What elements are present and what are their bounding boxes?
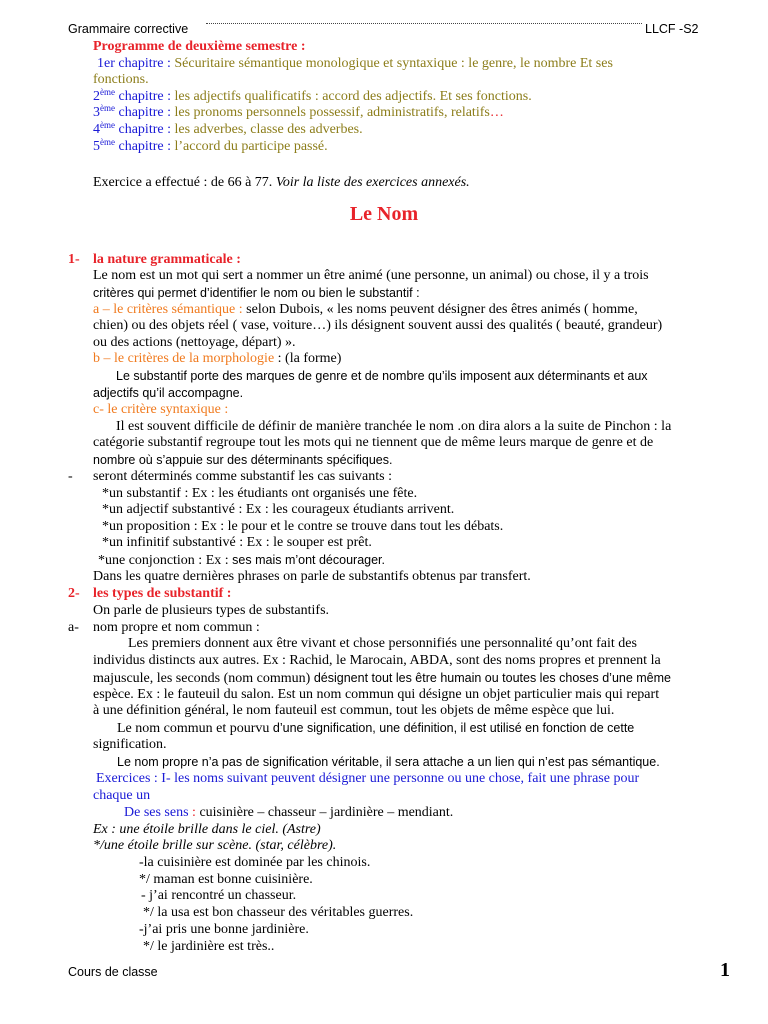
section-2-number: 2- — [68, 586, 80, 601]
paragraph-line: majuscule, les seconds (nom commun) désignent tout les être humain ou toutes les choses d’une même — [93, 671, 672, 686]
page-title: Le Nom — [349, 203, 419, 225]
paragraph-line: ou des actions (nettoyage, départ) ». — [93, 335, 296, 350]
chapter-4-label: chapitre — [115, 122, 164, 137]
chapter-4: 4ème chapitre : les adverbes, classe des adverbes. — [93, 120, 363, 137]
programme-title: Programme de deuxième semestre : — [93, 39, 306, 54]
criterion-b: b – le critères de la morphologie : (la forme) — [93, 351, 342, 366]
exercise-words: De ses sens : cuisinière – chasseur – jardinière – mendiant. — [124, 805, 454, 820]
subsection-a-heading: nom propre et nom commun : — [93, 620, 260, 635]
example-line: *un proposition : Ex : le pour et le contre se trouve dans tout les débats. — [102, 519, 504, 534]
paragraph-line: nombre où s’appuie sur des déterminants spécifiques. — [93, 453, 393, 467]
answer-line: -j’ai pris une bonne jardinière. — [139, 922, 309, 937]
paragraph-line: adjectifs qu’il accompagne. — [93, 386, 244, 400]
paragraph-line: à une définition général, le nom fauteuil est commun, tout les objets de même espèce que lui. — [93, 703, 615, 718]
exercise-note: Exercice a effectué : de 66 à 77. Voir la liste des exercices annexés. — [93, 175, 470, 190]
chapter-3-text: les pronoms personnels possessif, administratifs, relatifs — [174, 105, 490, 120]
paragraph-line: individus distincts aux autres. Ex : Rachid, le Marocain, ABDA, sont des noms propres et prennent la — [93, 653, 661, 668]
paragraph-line: Le substantif porte des marques de genre et de nombre qu’ils imposent aux déterminants et aux — [116, 369, 648, 383]
paragraph-line: On parle de plusieurs types de substantifs. — [93, 603, 330, 618]
answer-line: */ maman est bonne cuisinière. — [139, 872, 313, 887]
paragraph-line: Dans les quatre dernières phrases on parle de substantifs obtenus par transfert. — [93, 569, 531, 584]
chapter-2: 2ème chapitre : les adjectifs qualificatifs : accord des adjectifs. Et ses fonctions. — [93, 87, 532, 104]
exercise-instruction: chaque un — [93, 788, 151, 803]
section-1-heading: la nature grammaticale : — [93, 252, 241, 267]
paragraph-line: espèce. Ex : le fauteuil du salon. Est un nom commun qui désigne un objet particulier mais qui repart — [93, 687, 660, 702]
header-right: LLCF -S2 — [645, 22, 699, 36]
chapter-1-text-cont: fonctions. — [93, 72, 149, 87]
paragraph-line: chien) ou des objets réel ( vase, voiture…) ils désignent souvent aussi des qualités ( beauté, grandeur) — [93, 318, 663, 333]
paragraph-line: critères qui permet d’identifier le nom ou bien le substantif : — [93, 286, 420, 300]
example-italic: */une étoile brille sur scène. (star, célèbre). — [93, 838, 337, 853]
chapter-2-label: chapitre — [115, 89, 164, 104]
chapter-5-label: chapitre — [115, 139, 164, 154]
section-2-heading: les types de substantif : — [93, 586, 232, 601]
answer-line: */ le jardinière est très.. — [143, 939, 275, 954]
chapter-1-label: chapitre — [118, 56, 164, 71]
answer-line: -la cuisinière est dominée par les chinois. — [139, 855, 371, 870]
criterion-a: a – le critères sémantique : selon Dubois, « les noms peuvent désigner des êtres animés ( homme, — [93, 302, 638, 317]
chapter-1-text: Sécuritaire sémantique monologique et syntaxique : le genre, le nombre Et ses — [174, 56, 613, 71]
footer-left: Cours de classe — [68, 965, 158, 979]
criterion-a-label: a – le critères sémantique : — [93, 302, 247, 317]
chapter-5: 5ème chapitre : l’accord du participe passé. — [93, 137, 328, 154]
exercise-instruction: Exercices : I- les noms suivant peuvent désigner une personne ou une chose, fait une phrase pour — [96, 771, 640, 786]
bullet-dash: - — [68, 469, 73, 484]
paragraph-line: Le nom commun et pourvu d’une signification, une définition, il est utilisé en fonction de cette — [117, 721, 635, 736]
chapter-1-num: 1er — [97, 56, 115, 71]
example-line: *un adjectif substantivé : Ex : les courageux étudiants arrivent. — [102, 502, 455, 517]
chapter-2-text: les adjectifs qualificatifs : accord des adjectifs. Et ses fonctions. — [174, 89, 532, 104]
answer-line: */ la usa est bon chasseur des véritables guerres. — [143, 905, 414, 920]
paragraph-line: Les premiers donnent aux être vivant et chose personnifiés une personnalité qu’ont fait des — [128, 636, 637, 651]
chapter-4-text: les adverbes, classe des adverbes. — [174, 122, 363, 137]
paragraph-line: Le nom est un mot qui sert a nommer un être animé (une personne, un animal) ou chose, il y a trois — [93, 268, 649, 283]
page-number: 1 — [720, 959, 730, 981]
section-1-number: 1- — [68, 252, 80, 267]
paragraph-line: Il est souvent difficile de définir de manière tranchée le nom .on dira alors a la suite de Pinchon : la — [116, 419, 672, 434]
paragraph-line: Le nom propre n’a pas de signification véritable, il sera attache a un lien qui n’est pas sémantique. — [117, 755, 660, 769]
header-dotted-leader — [206, 23, 642, 24]
subsection-a-number: a- — [68, 620, 79, 635]
criterion-c-label: c- le critère syntaxique : — [93, 402, 229, 417]
paragraph-line: signification. — [93, 737, 167, 752]
answer-line: - j’ai rencontré un chasseur. — [141, 888, 297, 903]
example-line: *un substantif : Ex : les étudiants ont organisés une fête. — [102, 486, 418, 501]
example-line: *un infinitif substantivé : Ex : le souper est prêt. — [102, 535, 372, 550]
chapter-1: 1er chapitre : Sécuritaire sémantique monologique et syntaxique : le genre, le nombre Et ses — [97, 56, 613, 71]
chapter-3: 3ème chapitre : les pronoms personnels possessif, administratifs, relatifs… — [93, 103, 504, 120]
example-line: *une conjonction : Ex : ses mais m’ont décourager. — [98, 553, 386, 568]
paragraph-line: catégorie substantif regroupe tout les mots qui ne tiennent que de même leurs marque de genre et de — [93, 435, 654, 450]
chapter-5-text: l’accord du participe passé. — [174, 139, 328, 154]
criterion-b-label: b – le critères de la morphologie — [93, 351, 275, 366]
chapter-3-label: chapitre — [115, 105, 164, 120]
paragraph-line: seront déterminés comme substantif les cas suivants : — [93, 469, 392, 484]
header-left: Grammaire corrective — [68, 22, 189, 36]
example-italic: Ex : une étoile brille dans le ciel. (Astre) — [93, 822, 321, 837]
